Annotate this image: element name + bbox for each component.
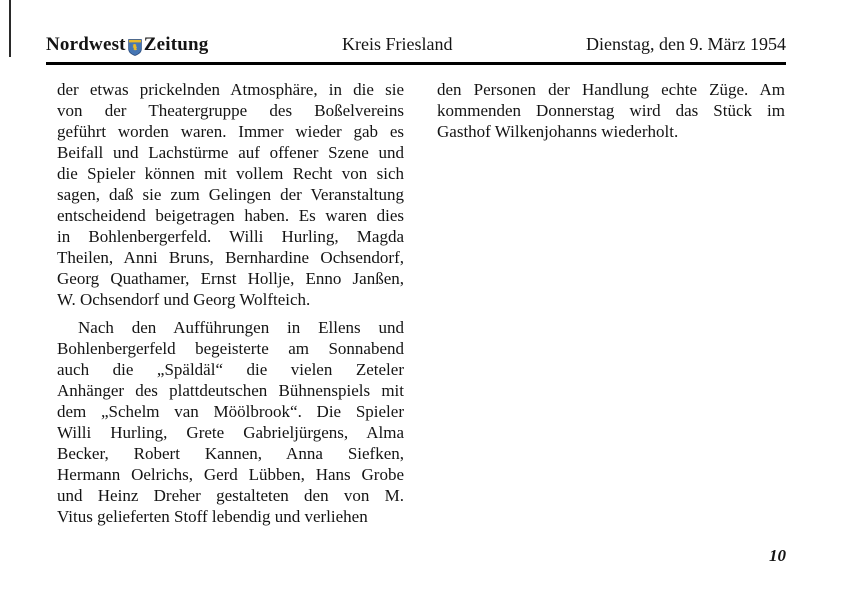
text-line: kommenden Donnerstag wird das Stück im bbox=[437, 101, 785, 120]
article-right-column bbox=[437, 79, 785, 142]
article-left-column bbox=[57, 79, 404, 527]
masthead-section-title: Kreis Friesland bbox=[342, 34, 453, 54]
text-line: von der Theatergruppe des Boßelvereins bbox=[57, 101, 404, 120]
text-line: Vitus gelieferten Stoff lebendig und verliehen bbox=[57, 507, 368, 526]
text-line: die Spieler können mit vollem Recht von sich bbox=[57, 164, 404, 183]
text-line: Nach den Aufführungen in Ellens und bbox=[78, 318, 404, 337]
masthead-brand-left: Nordwest bbox=[46, 34, 126, 55]
text-line: und Heinz Dreher gestalteten den von M. bbox=[57, 486, 404, 505]
text-line: auch die „Späldäl“ die vielen Zeteler bbox=[57, 360, 404, 379]
text-line: der etwas prickelnden Atmosphäre, in die sie bbox=[57, 80, 404, 99]
text-line: den Personen der Handlung echte Züge. Am bbox=[437, 80, 785, 99]
friesland-crest-icon bbox=[128, 39, 142, 56]
masthead-date: Dienstag, den 9. März 1954 bbox=[586, 34, 786, 54]
paragraph bbox=[437, 79, 785, 142]
paragraph bbox=[57, 79, 404, 310]
text-line: in Bohlenbergerfeld. Willi Hurling, Magda bbox=[57, 227, 404, 246]
text-line: W. Ochsendorf und Georg Wolfteich. bbox=[57, 290, 311, 309]
page-number: 10 bbox=[769, 546, 786, 565]
text-line: sagen, daß sie zum Gelingen der Veranstaltung bbox=[57, 185, 404, 204]
text-line: Beifall und Lachstürme auf offener Szene und bbox=[57, 143, 404, 162]
paragraph bbox=[57, 317, 404, 527]
text-line: Hermann Oelrichs, Gerd Lübben, Hans Grobe bbox=[57, 465, 404, 484]
masthead-rule bbox=[46, 62, 786, 65]
scan-edge-artifact bbox=[9, 0, 11, 57]
text-line: Becker, Robert Kannen, Anna Siefken, bbox=[57, 444, 404, 463]
text-line: Theilen, Anni Bruns, Bernhardine Ochsendorf, bbox=[57, 248, 404, 267]
text-line: Georg Quathamer, Ernst Hollje, Enno Janßen, bbox=[57, 269, 404, 288]
text-line: Willi Hurling, Grete Gabrieljürgens, Alma bbox=[57, 423, 404, 442]
text-line: Gasthof Wilkenjohanns wiederholt. bbox=[437, 122, 679, 141]
text-line: Bohlenbergerfeld begeisterte am Sonnabend bbox=[57, 339, 404, 358]
text-line: Anhänger des plattdeutschen Bühnenspiels mit bbox=[57, 381, 404, 400]
masthead bbox=[46, 34, 786, 60]
text-line: geführt worden waren. Immer wieder gab es bbox=[57, 122, 404, 141]
text-line: entscheidend beigetragen haben. Es waren dies bbox=[57, 206, 404, 225]
masthead-brand-right: Zeitung bbox=[143, 34, 209, 55]
text-line: dem „Schelm van Möölbrook“. Die Spieler bbox=[57, 402, 404, 421]
masthead-brand bbox=[46, 34, 208, 56]
